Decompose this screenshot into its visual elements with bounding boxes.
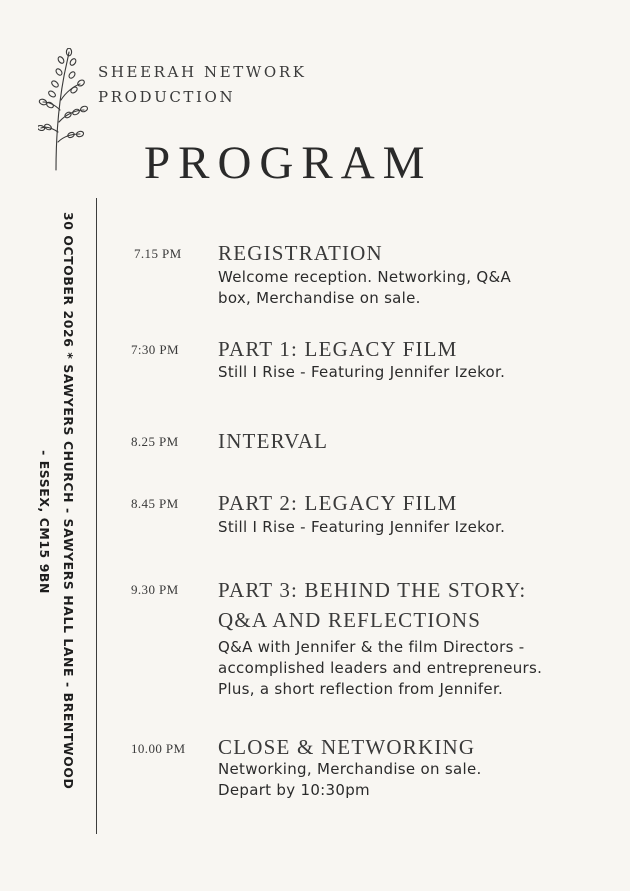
program-description-line: Depart by 10:30pm [218,781,370,799]
program-time: 10.00 PM [131,741,186,756]
program-description [218,637,542,700]
program-description [218,759,482,801]
program-heading [218,732,475,762]
program-time: 7.15 PM [134,246,182,261]
program-time: 7:30 PM [131,342,179,357]
event-details-line-2: - ESSEX, CM15 9BN [37,450,52,594]
program-heading-line: CLOSE & NETWORKING [218,735,476,759]
program-heading-line: PART 2: LEGACY FILM [218,491,458,515]
program-description-line: Q&A with Jennifer & the film Directors - [218,638,525,656]
program-time: 8.45 PM [131,496,179,511]
organizer-line-1: SHEERAH NETWORK [98,63,307,81]
program-description-line: accomplished leaders and entrepreneurs. [218,659,543,677]
program-description-line: Welcome reception. Networking, Q&A [218,268,512,286]
program-description-line: Plus, a short reflection from Jennifer. [218,680,504,698]
program-heading-line: PART 3: BEHIND THE STORY: [218,578,527,602]
program-description-line: Networking, Merchandise on sale. [218,760,482,778]
program-heading-line: REGISTRATION [218,241,383,265]
program-heading-line: Q&A AND REFLECTIONS [218,608,482,632]
event-details-line-1: 30 OCTOBER 2026 * SAWYERS CHURCH - SAWYERS HALL LANE - BRENTWOOD [61,212,76,790]
leaf-sprig-icon [38,48,90,172]
program-heading [218,334,458,364]
program-time: 9.30 PM [131,582,179,597]
program-heading [218,488,458,518]
program-heading-line: INTERVAL [218,429,329,453]
program-heading [218,575,526,635]
program-description [218,517,505,538]
program-heading [218,426,328,456]
program-description-line: box, Merchandise on sale. [218,289,421,307]
organizer-name [98,60,307,110]
program-description [218,362,505,383]
program-time: 8.25 PM [131,434,179,449]
event-details-vertical [37,212,100,832]
program-description-line: Still I Rise - Featuring Jennifer Izekor. [218,518,506,536]
program-heading [218,238,383,268]
program-description [218,267,511,309]
page-title: PROGRAM [144,137,433,189]
vertical-divider [96,198,97,834]
organizer-line-2: PRODUCTION [98,88,236,106]
program-description-line: Still I Rise - Featuring Jennifer Izekor. [218,363,506,381]
program-heading-line: PART 1: LEGACY FILM [218,337,458,361]
